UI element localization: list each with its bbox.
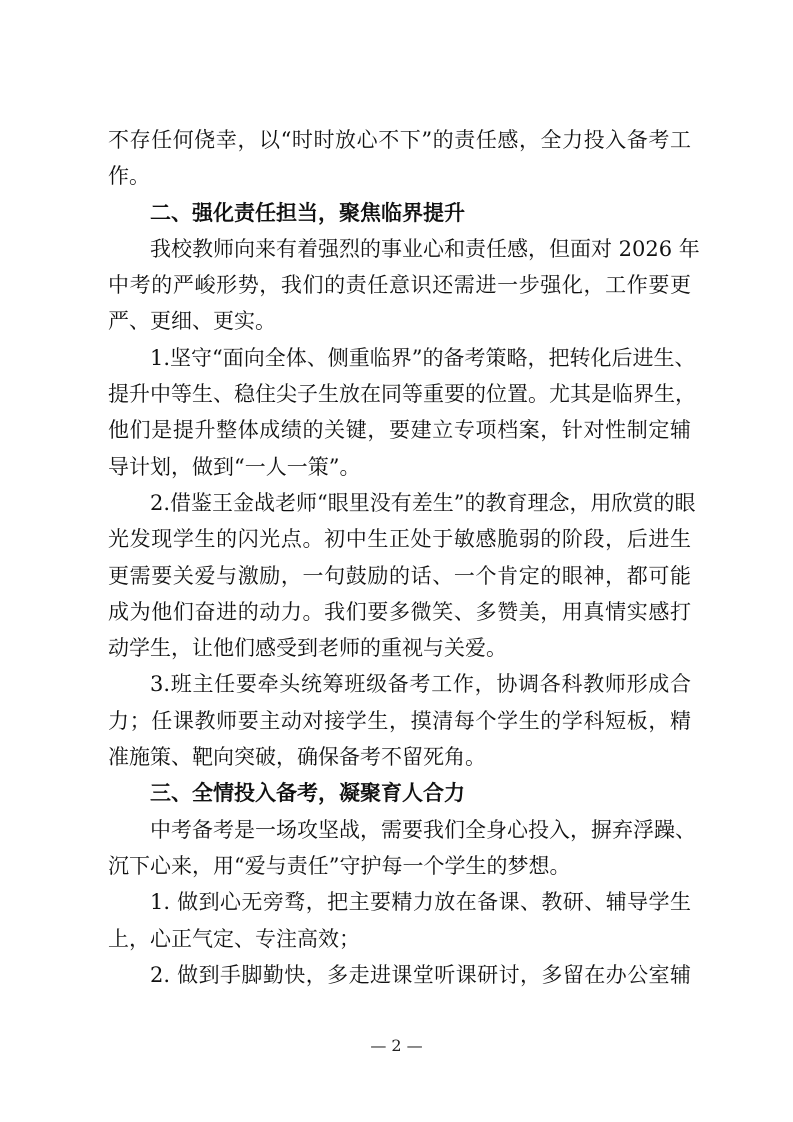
paragraph-line: 中考的严峻形势，我们的责任意识还需进一步强化，工作要更 [108,273,691,298]
paragraph-line: 成为他们奋进的动力。我们要多微笑、多赞美，用真情实感打 [108,599,691,624]
paragraph-line: 力；任课教师要主动对接学生，摸清每个学生的学科短板，精 [108,708,691,733]
page-number: — 2 — [370,1036,423,1055]
section-heading-2: 二、强化责任担当，聚焦临界提升 [150,200,465,225]
paragraph-line: 动学生，让他们感受到老师的重视与关爱。 [108,636,507,661]
paragraph-line: 更需要关爱与激励，一句鼓励的话、一个肯定的眼神，都可能 [108,563,691,588]
section-heading-3: 三、全情投入备考，凝聚育人合力 [150,781,465,806]
paragraph-line: 1.坚守“面向全体、侧重临界”的备考策略，把转化后进生、 [150,345,696,370]
paragraph-line: 作。 [108,164,150,189]
paragraph-line: 提升中等生、稳住尖子生放在同等重要的位置。尤其是临界生， [108,382,696,407]
paragraph-line: 1. 做到心无旁骛，把主要精力放在备课、教研、辅导学生 [150,890,691,915]
paragraph-line: 2.借鉴王金战老师“眼里没有差生”的教育理念，用欣赏的眼 [150,490,696,515]
paragraph-line: 不存任何侥幸，以“时时放心不下”的责任感，全力投入备考工 [108,128,691,152]
paragraph-line: 3.班主任要牵头统筹班级备考工作，协调各科教师形成合 [150,672,691,697]
paragraph-line: 上，心正气定、专注高效； [108,926,360,951]
paragraph-line: 他们是提升整体成绩的关键，要建立专项档案，针对性制定辅 [108,418,691,443]
paragraph-line: 准施策、靶向突破，确保备考不留死角。 [108,745,486,770]
paragraph-line: 光发现学生的闪光点。初中生正处于敏感脆弱的阶段，后进生 [108,527,691,552]
paragraph-line: 2. 做到手脚勤快，多走进课堂听课研讨，多留在办公室辅 [150,962,691,987]
paragraph-line: 严、更细、更实。 [108,309,276,334]
document-body [108,122,700,993]
paragraph-line: 我校教师向来有着强烈的事业心和责任感，但面对 2026 年 [150,236,700,261]
paragraph-line: 中考备考是一场攻坚战，需要我们全身心投入，摒弃浮躁、 [150,817,696,842]
paragraph-line: 导计划，做到“一人一策”。 [108,454,361,479]
paragraph-line: 沉下心来，用“爱与责任”守护每一个学生的梦想。 [108,853,571,878]
